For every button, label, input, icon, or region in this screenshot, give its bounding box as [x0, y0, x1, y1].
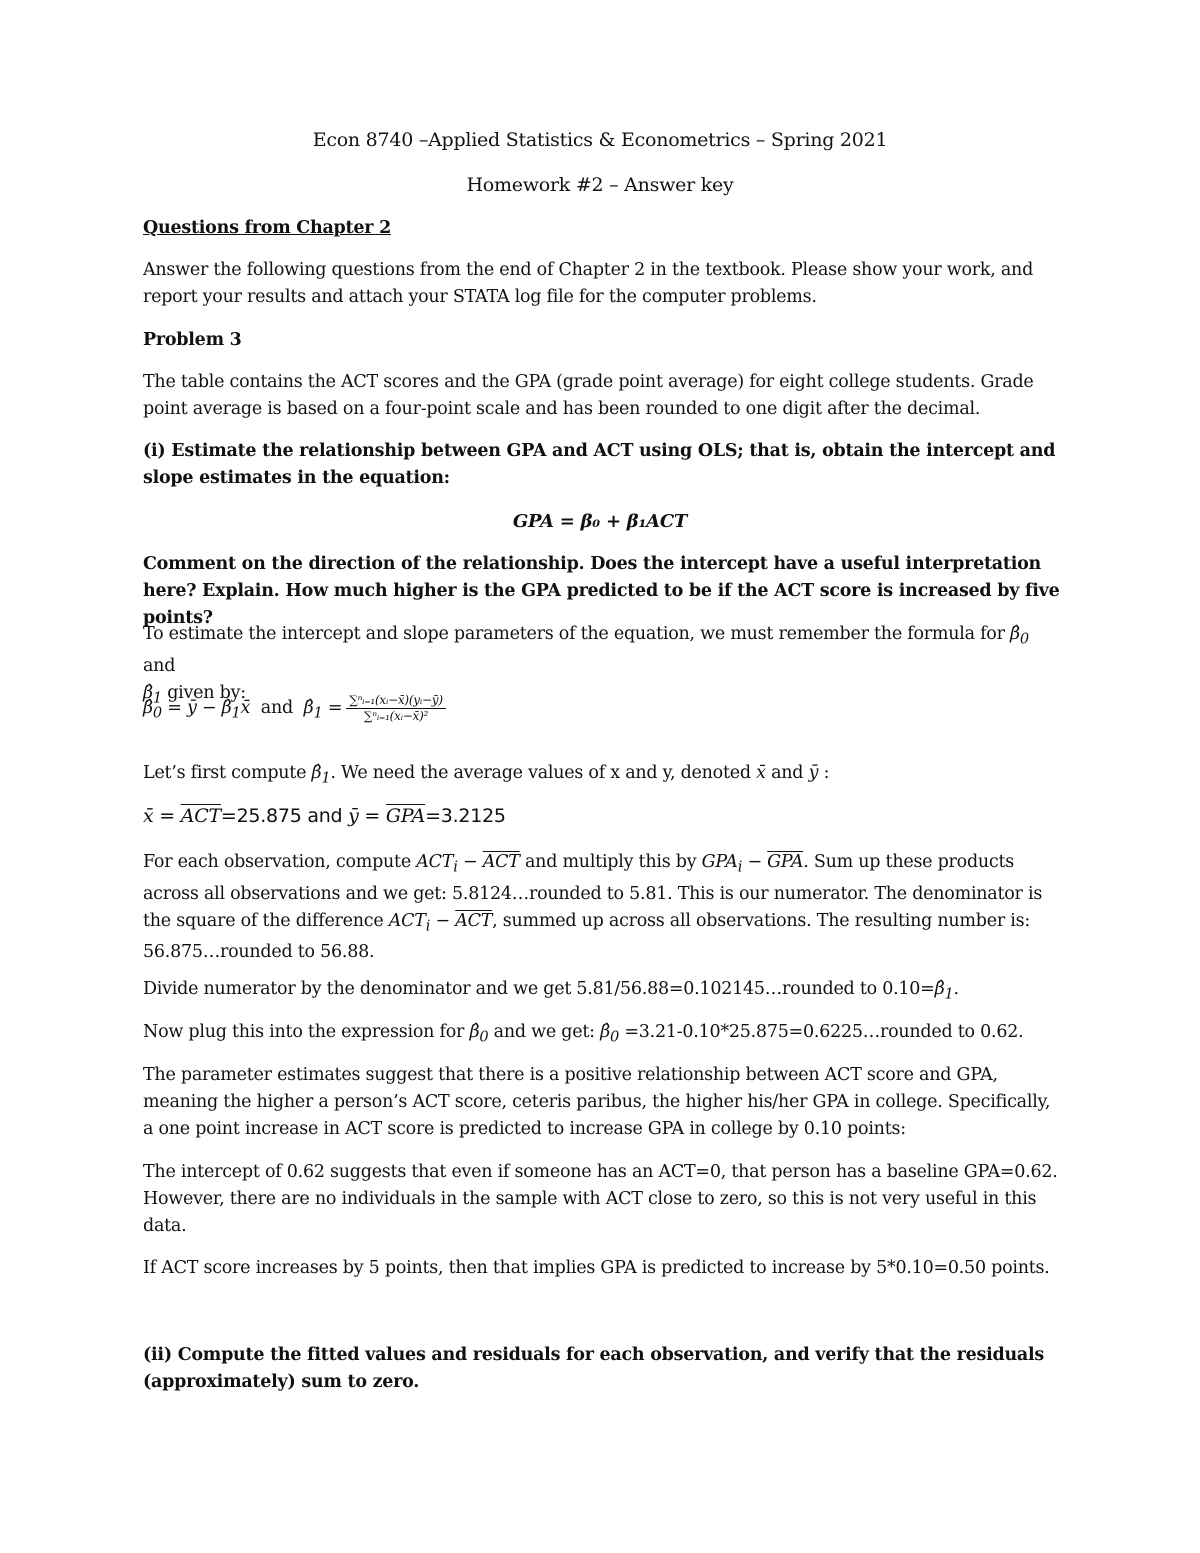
- intro-paragraph: Answer the following questions from the end of Chapter 2 in the textbook. Please show your work, and report your results and attach your STATA log file for the computer problems.: [143, 260, 1034, 307]
- answer-paragraph-6: The parameter estimates suggest that there is a positive relationship between ACT score and GPA, meaning the higher a person’s ACT score, ceteris paribus, the higher his/her GPA in college. Specifically, a one point increase in ACT score is predicted to increase GPA in college by 0.10 points:: [143, 1065, 1051, 1139]
- answer-paragraph-2: Let’s first compute $\betâ_1$. We need the average values of x and y, denoted x̄ and ȳ :: [143, 763, 830, 787]
- answer-paragraph-4: Divide numerator by the denominator and we get 5.81/56.88=0.102145…rounded to $0.10=\betâ_1$.: [143, 979, 959, 1003]
- document-subtitle: Homework #2 – Answer key: [466, 174, 734, 196]
- means-line: x̄ = $\overline{ACT}=25.875$ and ȳ = $\overline{GPA}=3.2125$: [143, 805, 506, 827]
- answer-paragraph-7: The intercept of 0.62 suggests that even if someone has an ACT=0, that person has a baseline GPA=0.62. However, there are no individuals in the sample with ACT close to zero, so this is not very useful in this data.: [143, 1162, 1058, 1236]
- section-heading: Questions from Chapter 2: [143, 218, 391, 238]
- question-i-prompt: (i) Estimate the relationship between GPA and ACT using OLS; that is, obtain the intercept and slope estimates in the equation:: [143, 441, 1056, 488]
- answer-paragraph-1: To estimate the intercept and slope parameters of the equation, we must remember the formula for $\betâ_0$ and $\betâ_1$ given by:: [143, 624, 1029, 706]
- question-ii-prompt: (ii) Compute the fitted values and residuals for each observation, and verify that the residuals (approximately) sum to zero.: [143, 1345, 1045, 1392]
- question-i-prompt-2: Comment on the direction of the relationship. Does the intercept have a useful interpretation here? Explain. How much higher is the GPA predicted to be if the ACT score is increased by five points?: [143, 554, 1060, 628]
- document-title: Econ 8740 –Applied Statistics & Econometrics – Spring 2021: [312, 129, 888, 151]
- problem-title: Problem 3: [143, 330, 242, 350]
- answer-paragraph-3: For each observation, compute $ACT_i - \overline{ACT}$ and multiply this by $GPA_i - \overline{GPA}$. Sum up these products across all observations and we get: 5.8124…rounded to 5.81. This is our numerator. The denominator is the square of the difference $ACT_i - \overline{ACT}$, summed up across all observations. The resulting number is: 56.875…rounded to 56.88.: [143, 852, 1043, 962]
- problem-description: The table contains the ACT scores and the GPA (grade point average) for eight college students. Grade point average is based on a four-point scale and has been rounded to one digit after the decimal.: [143, 372, 1034, 419]
- answer-paragraph-8: If ACT score increases by 5 points, then that implies GPA is predicted to increase by 5*0.10=0.50 points.: [143, 1258, 1050, 1278]
- answer-paragraph-5: Now plug this into the expression for $\betâ_0$ and we get: $\betâ_0$ =3.21-0.10*25.875=0.6225…rounded to 0.62.: [143, 1022, 1024, 1046]
- ols-formula: $\betâ_0$ = ȳ − $\betâ_1x̄$ and $\betâ_1$ = $\frac{\text{∑ⁿᵢ₌₁(xᵢ−x̄)(yᵢ−ȳ)}}{\text{∑ⁿᵢ₌₁(xᵢ−x̄)²}}$: [143, 693, 1063, 727]
- regression-equation: GPA = β₀ + β₁ACT: [512, 511, 688, 532]
